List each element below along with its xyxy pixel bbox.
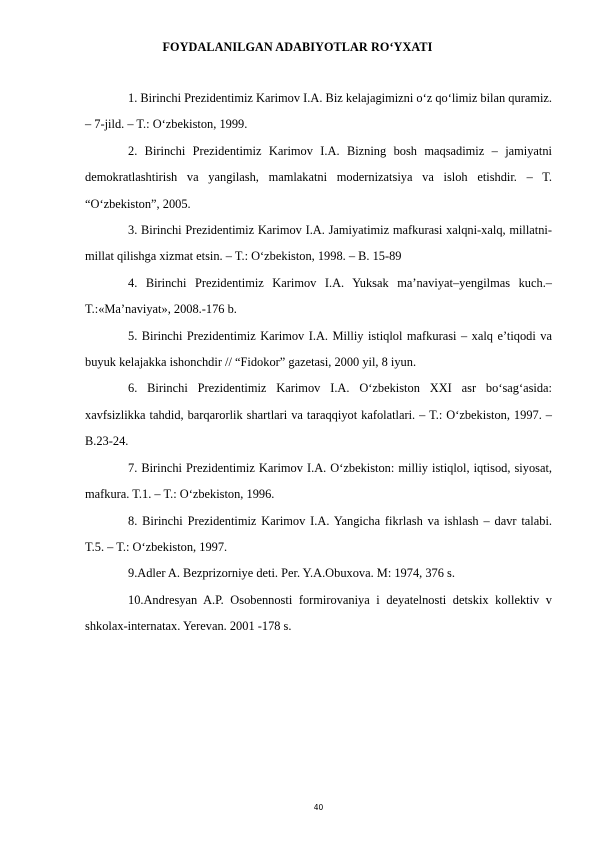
reference-item-6: 6. Birinchi Prezidentimiz Karimov I.A. O‘zbekiston XXI asr bo‘sag‘asida: xavfsizlikka tahdid, barqarorlik shartlari va taraqqiyot kafolatlari. – T.: O‘zbekiston, 1997. – B.23-24. bbox=[85, 381, 552, 449]
page-title: FOYDALANILGAN ADABIYOTLAR RO‘YXATI bbox=[162, 40, 433, 54]
reference-item-10: 10.Andresyan A.P. Osobennosti formirovaniya i deyatelnosti detskix kollektiv v shkolax-internatax. Yerevan. 2001 -178 s. bbox=[85, 592, 552, 634]
reference-item-9: 9.Adler A. Bezprizorniye deti. Per. Y.A.Obuxova. M: 1974, 376 s. bbox=[128, 566, 455, 581]
reference-item-2: 2. Birinchi Prezidentimiz Karimov I.A. Bizning bosh maqsadimiz – jamiyatni demokratlashtirish va yangilash, mamlakatni modernizatsiya va isloh etishdir. – T. “O‘zbekiston”, 2005. bbox=[85, 143, 552, 211]
reference-item-7: 7. Birinchi Prezidentimiz Karimov I.A. O‘zbekiston: milliy istiqlol, iqtisod, siyosat, mafkura. T.1. – T.: O‘zbekiston, 1996. bbox=[85, 460, 552, 502]
reference-item-1: 1. Birinchi Prezidentimiz Karimov I.A. Biz kelajagimizni o‘z qo‘limiz bilan quramiz. – 7-jild. – T.: O‘zbekiston, 1999. bbox=[85, 91, 552, 132]
page-number: 40 bbox=[313, 803, 324, 812]
reference-item-3: 3. Birinchi Prezidentimiz Karimov I.A. Jamiyatimiz mafkurasi xalqni-xalq, millatni-millat qilishga xizmat etsin. – T.: O‘zbekiston, 1998. – B. 15-89 bbox=[85, 223, 552, 264]
reference-list bbox=[85, 85, 552, 640]
reference-item-4: 4. Birinchi Prezidentimiz Karimov I.A. Yuksak ma’naviyat–yengilmas kuch.–T.:«Ma’naviyat», 2008.-176 b. bbox=[85, 275, 552, 317]
reference-item-5: 5. Birinchi Prezidentimiz Karimov I.A. Milliy istiqlol mafkurasi – xalq e’tiqodi va buyuk kelajakka ishonchdir // “Fidokor” gazetasi, 2000 yil, 8 iyun. bbox=[85, 328, 552, 370]
reference-item-8: 8. Birinchi Prezidentimiz Karimov I.A. Yangicha fikrlash va ishlash – davr talabi. T.5. – T.: O‘zbekiston, 1997. bbox=[85, 513, 552, 554]
